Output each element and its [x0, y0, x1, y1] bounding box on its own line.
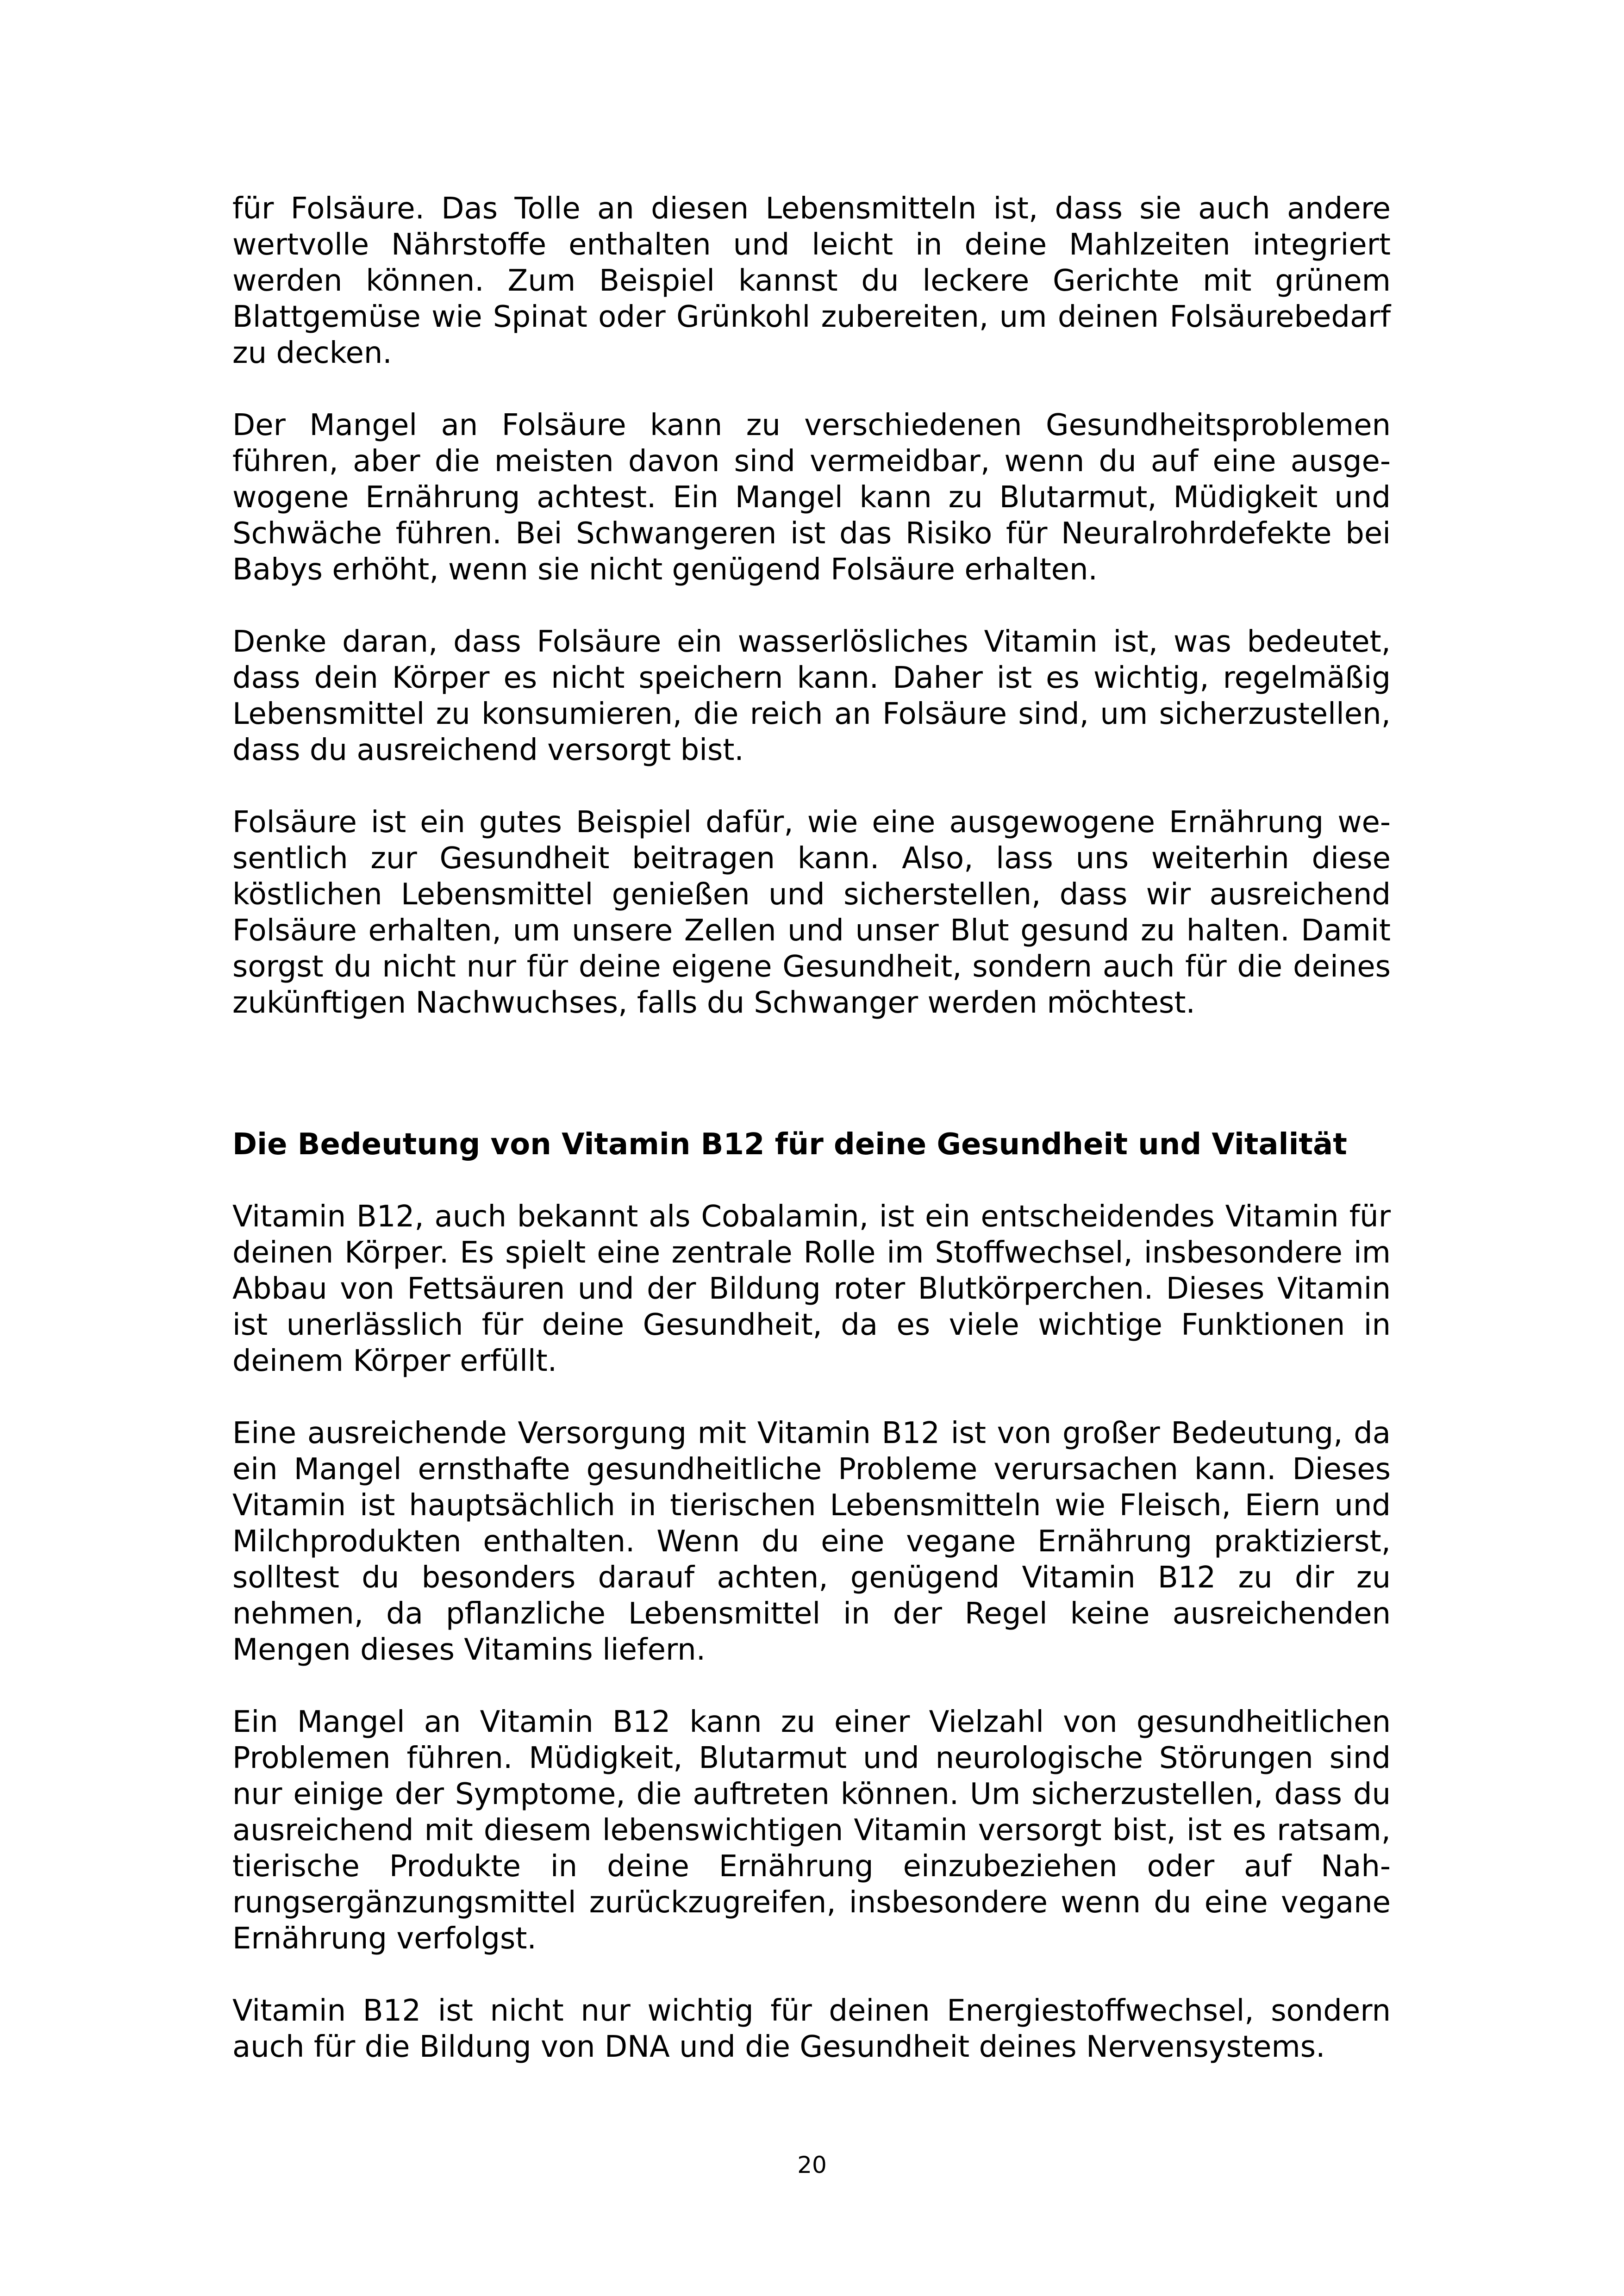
- page-number: 20: [797, 2152, 827, 2178]
- paragraph-b12-mangel: Ein Mangel an Vitamin B12 kann zu einer Vielzahl von gesundheitlichen Problemen führen. Müdigkeit, Blutarmut und neurologische Störungen sind nur einige der Symptome, die auftreten können. Um sicherzustellen, dass du ausreichend mit diesem lebenswichtigen Vitamin versorgt bist, ist es ratsam, tierische Produkte in deine Ernährung einzubeziehen oder auf Nahrungsergänzungsmittel zurückzugreifen, insbesondere wenn du eine vegane Ernährung verfolgst.: [232, 1705, 1391, 1956]
- section-spacer: [232, 1021, 1391, 1126]
- paragraph-b12-versorgung: Eine ausreichende Versorgung mit Vitamin B12 ist von großer Bedeutung, da ein Mangel ernsthafte gesundheitliche Probleme verursachen kann. Dieses Vitamin ist hauptsächlich in tierischen Lebensmitteln wie Fleisch, Eiern und Milchprodukten enthalten. Wenn du eine vegane Ernährung praktizierst, solltest du besonders darauf achten, genügend Vitamin B12 zu dir zu nehmen, da pflanzliche Lebensmittel in der Regel keine ausreichenden Mengen dieses Vitamins liefern.: [232, 1416, 1391, 1667]
- paragraph-folsaeure-beispiel: Folsäure ist ein gutes Beispiel dafür, wie eine ausgewogene Ernährung wesentlich zur Gesundheit beitragen kann. Also, lass uns weiterhin diese köstlichen Lebensmittel genießen und sicherstellen, dass wir ausreichend Folsäure erhalten, um unsere Zellen und unser Blut gesund zu halten. Damit sorgst du nicht nur für deine eigene Gesundheit, sondern auch für die deines zukünftigen Nachwuchses, falls du Schwanger werden möchtest.: [232, 805, 1391, 1020]
- paragraph-folsaeure-wasserloeslich: Denke daran, dass Folsäure ein wasserlösliches Vitamin ist, was bedeutet, dass dein Körper es nicht speichern kann. Daher ist es wichtig, regelmäßig Lebensmittel zu konsumieren, die reich an Folsäure sind, um sicherzustellen, dass du ausreichend versorgt bist.: [232, 625, 1391, 767]
- paragraph-spacer: [232, 768, 1391, 804]
- paragraph-b12-cobalamin: Vitamin B12, auch bekannt als Cobalamin, ist ein entscheidendes Vitamin für deinen Körper. Es spielt eine zentrale Rolle im Stoffwechsel, insbesondere im Abbau von Fettsäuren und der Bildung roter Blutkörperchen. Dieses Vitamin ist unerlässlich für deine Gesundheit, da es viele wichtige Funktionen in deinem Körper erfüllt.: [232, 1200, 1391, 1378]
- paragraph-b12-dna: Vitamin B12 ist nicht nur wichtig für deinen Energiestoffwechsel, sondern auch für die Bildung von DNA und die Gesundheit deines Nervensystems.: [232, 1994, 1391, 2064]
- paragraph-spacer: [232, 371, 1391, 407]
- paragraph-spacer: [232, 1957, 1391, 1993]
- paragraph-spacer: [232, 1379, 1391, 1415]
- paragraph-folsaeure-mangel: Der Mangel an Folsäure kann zu verschiedenen Gesundheitsproblemen führen, aber die meisten davon sind vermeidbar, wenn du auf eine ausgewogene Ernährung achtest. Ein Mangel kann zu Blutarmut, Müdigkeit und Schwäche führen. Bei Schwangeren ist das Risiko für Neuralrohrdefekte bei Babys erhöht, wenn sie nicht genügend Folsäure erhalten.: [232, 408, 1391, 587]
- paragraph-spacer: [232, 1668, 1391, 1704]
- paragraph-folsaeure-lebensmittel: für Folsäure. Das Tolle an diesen Lebensmitteln ist, dass sie auch andere wertvolle Nährstoffe enthalten und leicht in deine Mahlzeiten integriert werden können. Zum Beispiel kannst du leckere Gerichte mit grünem Blattgemüse wie Spinat oder Grünkohl zubereiten, um deinen Folsäurebedarf zu decken.: [232, 192, 1391, 370]
- page-content: [232, 191, 1391, 2065]
- paragraph-spacer: [232, 588, 1391, 624]
- section-heading: Die Bedeutung von Vitamin B12 für deine Gesundheit und Vitalität: [232, 1127, 1347, 1162]
- paragraph-spacer: [232, 1163, 1391, 1199]
